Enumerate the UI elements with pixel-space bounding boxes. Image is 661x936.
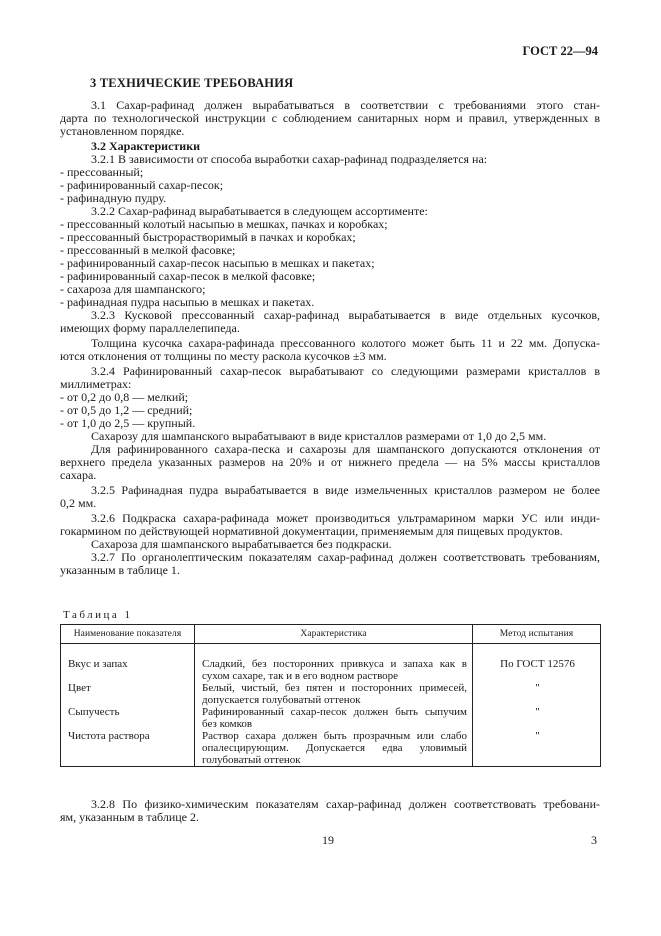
indicator-name: Чистота раствора	[61, 730, 195, 767]
list-item: - рафинадную пудру.	[60, 191, 167, 205]
paragraph-3-2-3-end: имеющих форму параллелепипеда.	[60, 321, 240, 335]
paragraph-3-2-7: 3.2.7 По органолептическим показателям сахар-рафинад должен соответствовать требованиям,	[91, 550, 600, 564]
subsection-title: 3.2 Характеристики	[91, 139, 201, 153]
paragraph-3-2-8: 3.2.8 По физико-химическим показателям сахар-рафинад должен соответствовать требовани-	[91, 797, 600, 811]
paragraph-thickness: Толщина кусочка сахара-рафинада прессованного колотого может быть 11 и 22 мм. Допуска-	[91, 336, 600, 350]
indicator-characteristic: Раствор сахара должен быть прозрачным или слабо опалесцирующим. Допускается едва уловимый голубоватый оттенок	[195, 730, 473, 767]
paragraph-3-2-4: 3.2.4 Рафинированный сахар-песок вырабатывают со следующими размерами кристаллов в	[91, 364, 600, 378]
table-caption: Таблица 1	[63, 609, 133, 621]
column-header: Характеристика	[195, 625, 473, 644]
indicator-characteristic: Белый, чистый, без пятен и посторонних примесей, допускается голубоватый оттенок	[195, 682, 473, 706]
paragraph-3-2-7-end: указанным в таблице 1.	[60, 563, 180, 577]
list-item: - сахароза для шампанского;	[60, 282, 206, 296]
table-row	[61, 682, 601, 706]
list-item: - прессованный в мелкой фасовке;	[60, 243, 236, 257]
list-item: - рафинированный сахар-песок насыпью в мешках и пакетах;	[60, 256, 375, 270]
indicator-name: Цвет	[61, 682, 195, 706]
test-method: "	[473, 682, 601, 706]
list-item: - от 1,0 до 2,5 — крупный.	[60, 416, 196, 430]
table-row	[61, 706, 601, 730]
paragraph-champagne: Сахарозу для шампанского вырабатывают в виде кристаллов размерами от 1,0 до 2,5 мм.	[91, 429, 547, 443]
section-title: 3 ТЕХНИЧЕСКИЕ ТРЕБОВАНИЯ	[90, 76, 294, 90]
paragraph-3-1: 3.1 Сахар-рафинад должен вырабатываться в соответствии с требованиями этого стан-	[91, 98, 600, 112]
list-item: - от 0,5 до 1,2 — средний;	[60, 403, 193, 417]
indicator-name: Вкус и запах	[61, 658, 195, 682]
paragraph-3-2-5: 3.2.5 Рафинадная пудра вырабатывается в виде измельченных кристаллов размером не более	[91, 483, 600, 497]
paragraph-3-2-3: 3.2.3 Кусковой прессованный сахар-рафинад вырабатывается в виде отдельных кусочков,	[91, 308, 600, 322]
indicator-characteristic: Рафинированный сахар-песок должен быть сыпучим без комков	[195, 706, 473, 730]
paragraph-3-1-end: установленном порядке.	[60, 124, 185, 138]
list-item: - прессованный быстрорастворимый в пачках и коробках;	[60, 230, 356, 244]
paragraph-3-2-8-end: ям, указанным в таблице 2.	[60, 810, 200, 824]
paragraph-deviation-end: сахара.	[60, 468, 97, 482]
body-text	[60, 99, 600, 577]
paragraph-3-2-6: 3.2.6 Подкраска сахара-рафинада может производиться ультрамарином марки УС или инди-	[91, 511, 600, 525]
paragraph-champagne-color: Сахароза для шампанского вырабатывается без подкраски.	[91, 537, 392, 551]
paragraph-deviation: Для рафинированного сахара-песка и сахарозы для шампанского допускаются отклонения от	[91, 442, 600, 456]
table-1	[60, 624, 601, 767]
indicator-characteristic: Сладкий, без посторонних привкуса и запаха как в сухом сахаре, так и в его водном растворе	[195, 658, 473, 682]
table-spacer-row	[61, 644, 601, 659]
list-item: - прессованный;	[60, 165, 144, 179]
page-number: 3	[591, 833, 597, 847]
paragraph-3-2-5-end: 0,2 мм.	[60, 496, 97, 510]
table-header-row	[61, 625, 601, 644]
paragraph-3-2-4-end: миллиметрах:	[60, 377, 132, 391]
list-item: - рафинадная пудра насыпью в мешках и пакетах.	[60, 295, 315, 309]
column-header: Наименование показателя	[61, 625, 195, 644]
center-page-number: 19	[322, 833, 334, 847]
standard-header: ГОСТ 22—94	[522, 44, 598, 58]
list-item: - рафинированный сахар-песок;	[60, 178, 224, 192]
indicator-name: Сыпучесть	[61, 706, 195, 730]
paragraph-3-2-1: 3.2.1 В зависимости от способа выработки сахар-рафинад подразделяется на:	[91, 152, 488, 166]
test-method: "	[473, 730, 601, 767]
table-row	[61, 730, 601, 767]
paragraph-3-1-cont: дарта по технологической инструкции с соблюдением санитарных норм и правил, утвержденных в	[60, 111, 600, 125]
list-item: - прессованный колотый насыпью в мешках, пачках и коробках;	[60, 217, 388, 231]
list-item: - рафинированный сахар-песок в мелкой фасовке;	[60, 269, 316, 283]
paragraph-3-2-6-end: гокармином по действующей нормативной документации, применяемым для пищевых продуктов.	[60, 524, 563, 538]
paragraph-deviation-cont: верхнего предела указанных размеров на 20% и от нижнего предела — на 5% массы кристаллов	[60, 455, 600, 469]
column-header: Метод испытания	[473, 625, 601, 644]
test-method: "	[473, 706, 601, 730]
paragraph-thickness-end: ются отклонения от толщины по месту раскола кусочков ±3 мм.	[60, 349, 387, 363]
paragraph-3-2-2: 3.2.2 Сахар-рафинад вырабатывается в следующем ассортименте:	[91, 204, 428, 218]
list-item: - от 0,2 до 0,8 — мелкий;	[60, 390, 189, 404]
test-method: По ГОСТ 12576	[473, 658, 601, 682]
table-row	[61, 658, 601, 682]
paragraph-3-2-8-block	[60, 798, 600, 824]
